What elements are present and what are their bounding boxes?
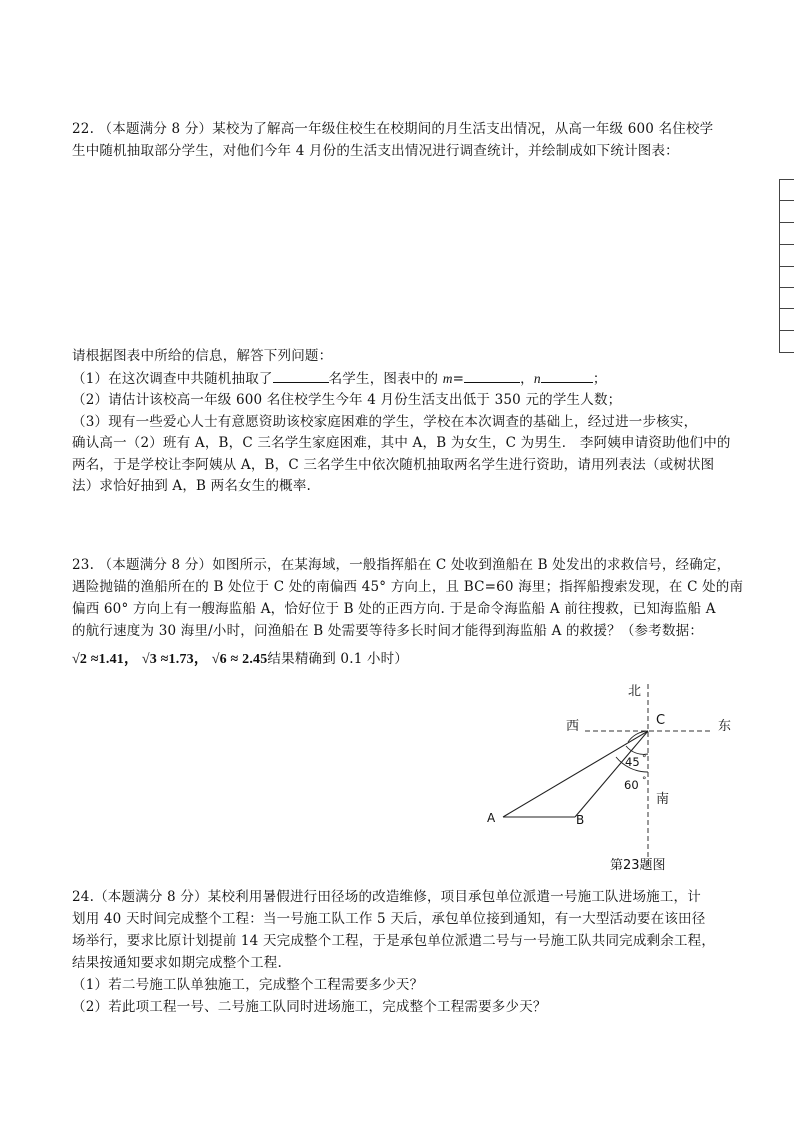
label-east: 东 xyxy=(718,719,732,734)
q23-line-3: 偏西 60° 方向上有一艘海监船 A，恰好位于 B 处的正西方向. 于是命令海监船 A 前往搜救，已知海监船 A xyxy=(72,601,716,617)
q22-var-n: n xyxy=(533,370,541,386)
margin-table-row xyxy=(780,266,794,267)
q24-part-2: （2）若此项工程一号、二号施工队同时进场施工，完成整个工程需要多少天？ xyxy=(72,999,547,1015)
label-west: 西 xyxy=(566,719,580,734)
margin-table-row xyxy=(780,222,794,223)
q22-blank-n[interactable] xyxy=(541,368,593,383)
figure-23-diagram xyxy=(470,676,750,882)
q24-line-1: 24.（本题满分 8 分）某校利用暑假进行田径场的改造维修，项目承包单位派遣一号施工队进场施工，计 xyxy=(72,889,701,905)
q22-intro: 请根据图表中所给的信息，解答下列问题： xyxy=(72,348,333,364)
q22-part-3-line-3: 两名，于是学校让李阿姨从 A，B，C 三名学生中依次随机抽取两名学生进行资助，请用列表法（或树状图 xyxy=(72,456,715,473)
approx-tail: 结果精确到 0.1 小时） xyxy=(267,651,409,667)
label-angle-60: 60 xyxy=(624,778,639,792)
q22-p1-end: ； xyxy=(592,370,607,387)
figure-23-caption: 第23题图 xyxy=(610,858,666,873)
q24-part-1: （1）若二号施工队单独施工，完成整个工程需要多少天？ xyxy=(72,977,424,993)
question-22-body xyxy=(72,346,731,498)
approx-sqrt6: √6 ≈ 2.45 xyxy=(211,652,268,667)
margin-table-row xyxy=(780,244,794,245)
q22-line-1: 22. （本题满分 8 分）某校为了解高一年级住校生在校期间的月生活支出情况，从高一年级 600 名住校学 xyxy=(72,121,714,137)
label-south: 南 xyxy=(656,792,670,807)
q22-p1-eq: = xyxy=(452,370,465,387)
q22-p1-comma: ， xyxy=(520,370,534,387)
q23-line-4: 的航行速度为 30 海里/小时，问渔船在 B 处需要等待多长时间才能得到海监船 A 的救援？（参考数据： xyxy=(72,623,704,639)
q22-part-1 xyxy=(72,368,727,391)
q22-p1-text-a: （1）在这次调查中共随机抽取了 xyxy=(72,370,273,387)
label-north: 北 xyxy=(628,684,642,699)
label-degree-45: ° xyxy=(642,754,647,764)
question-24 xyxy=(72,886,727,1018)
approx-sqrt3: √3 ≈1.73， xyxy=(141,652,209,667)
q22-var-m: m xyxy=(442,370,453,386)
q22-part-3-line-4: 法）求恰好抽到 A，B 两名女生的概率. xyxy=(72,478,312,494)
q22-part-3-line-2: 确认高一（2）班有 A，B，C 三名学生家庭困难，其中 A，B 为女生，C 为男生． 李阿姨申请资助他们中的 xyxy=(72,435,731,451)
label-angle-45: 45 xyxy=(625,755,640,769)
q23-line-2: 遇险抛锚的渔船所在的 B 处位于 C 处的南偏西 45° 方向上，且 BC=60 海里；指挥船搜索发现，在 C 处的南 xyxy=(72,579,744,595)
label-point-b: B xyxy=(576,813,585,827)
q23-line-1: 23. （本题满分 8 分）如图所示，在某海域，一般指挥船在 C 处收到渔船在 B 处发出的求救信号，经确定， xyxy=(72,557,731,573)
q22-p1-text-b: 名学生，图表中的 xyxy=(328,370,439,387)
label-point-a: A xyxy=(487,811,496,825)
margin-table-row xyxy=(780,287,794,288)
q24-line-3: 场举行，要求比原计划提前 14 天完成整个工程，于是承包单位派遣二号与一号施工队共同完成剩余工程， xyxy=(72,933,716,949)
question-22-header xyxy=(72,118,727,162)
margin-table-row xyxy=(780,308,794,309)
margin-table-row xyxy=(780,200,794,201)
q22-blank-count[interactable] xyxy=(273,368,329,383)
margin-table xyxy=(779,179,794,353)
line-cb xyxy=(575,731,648,817)
q24-line-4: 结果按通知要求如期完成整个工程. xyxy=(72,955,282,971)
q23-reference-data xyxy=(72,648,727,671)
approx-sqrt2: √2 ≈1.41， xyxy=(72,652,139,667)
q24-line-2: 划用 40 天时间完成整个工程：当一号施工队工作 5 天后，承包单位接到通知，有一大型活动要在该田径 xyxy=(72,911,706,927)
margin-table-row xyxy=(780,330,794,331)
question-23 xyxy=(72,554,744,671)
line-ca xyxy=(503,731,648,817)
label-point-c: C xyxy=(656,713,666,728)
q22-blank-m[interactable] xyxy=(464,368,520,383)
label-degree-60: ° xyxy=(642,776,647,786)
q22-line-2: 生中随机抽取部分学生，对他们今年 4 月份的生活支出情况进行调查统计，并绘制成如下统计图表： xyxy=(72,143,679,159)
q22-part-2: （2）请估计该校高一年级 600 名住校学生今年 4 月份生活支出低于 350 元的学生人数； xyxy=(72,392,622,408)
q22-part-3-line-1: （3）现有一些爱心人士有意愿资助该校家庭困难的学生，学校在本次调查的基础上，经过进一步核实， xyxy=(72,413,698,430)
